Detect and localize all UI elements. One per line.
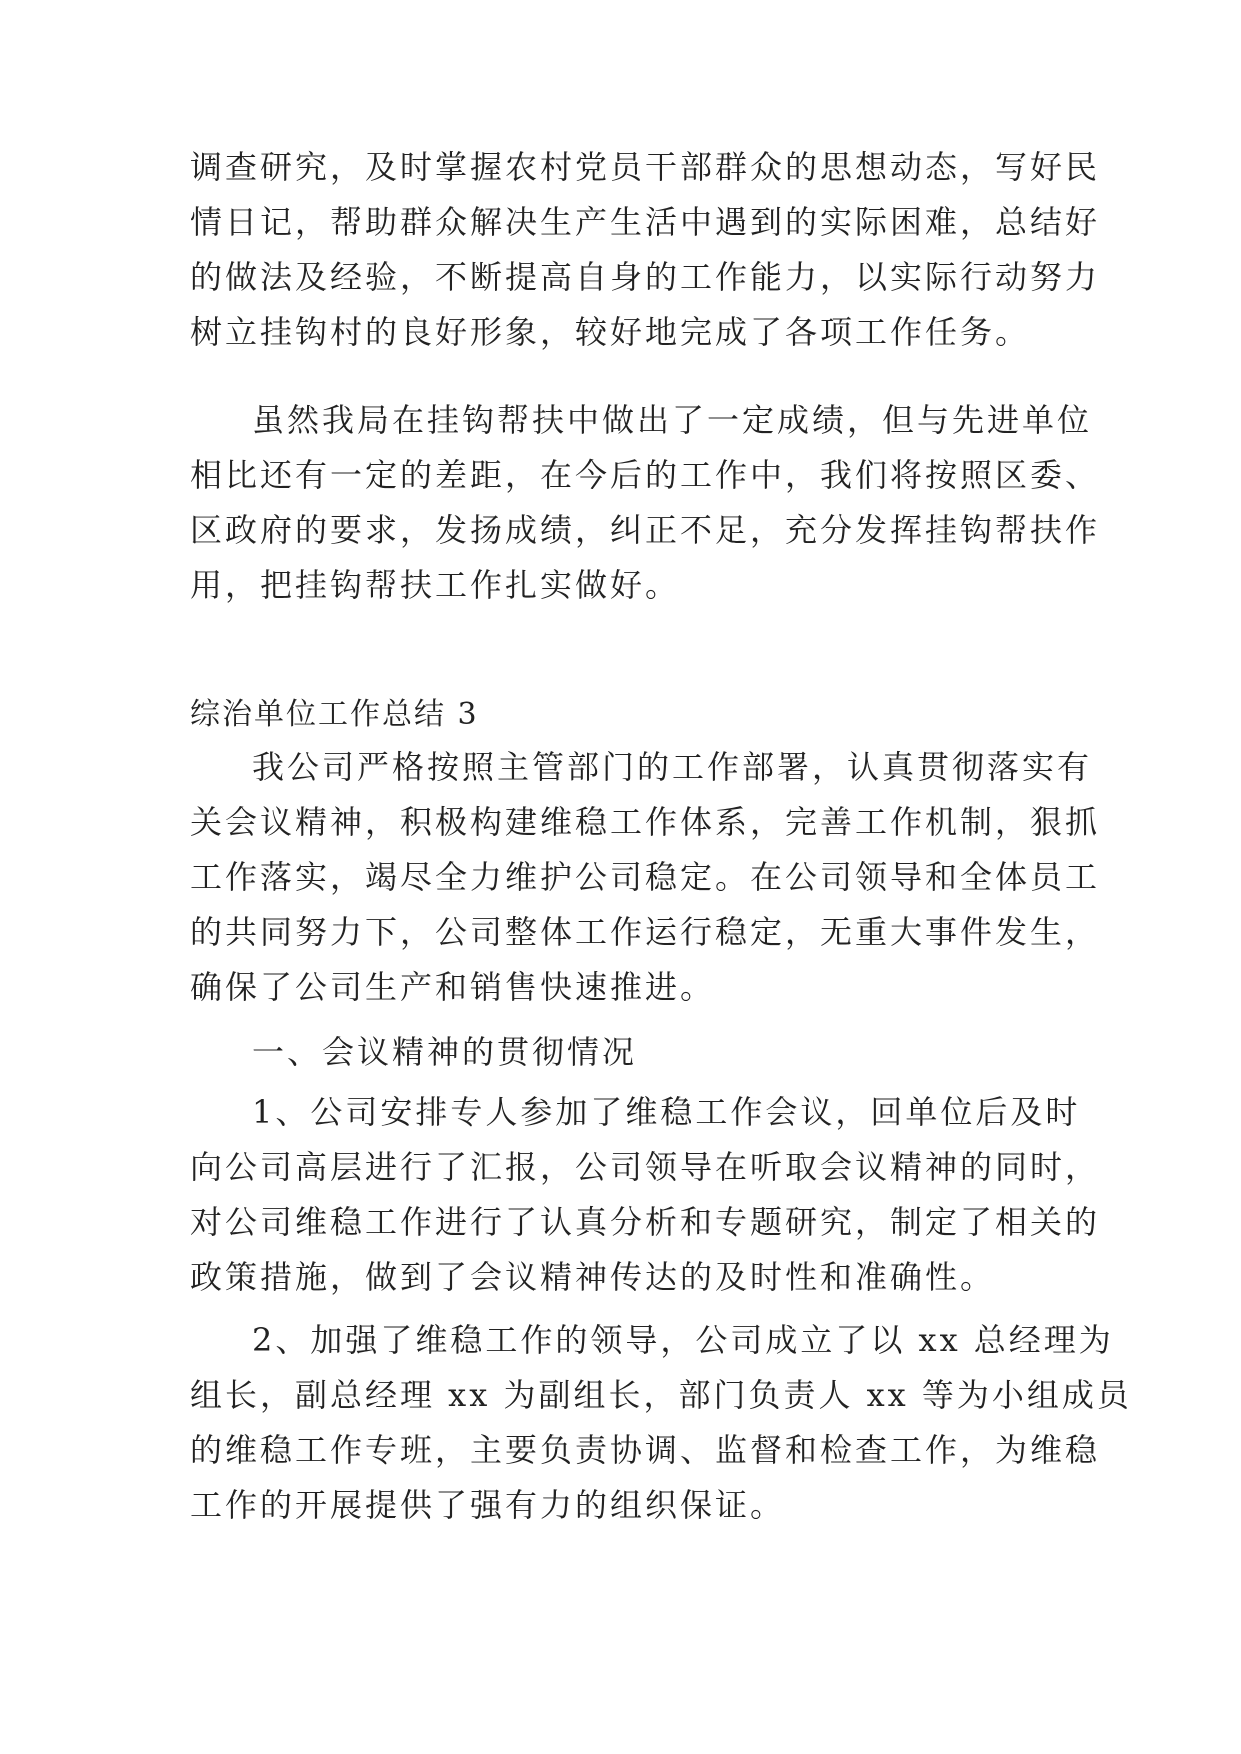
paragraph-line: 工作的开展提供了强有力的组织保证。	[190, 1486, 786, 1524]
paragraph-line: 1、公司安排专人参加了维稳工作会议，回单位后及时	[252, 1093, 1081, 1131]
paragraph-line: 确保了公司生产和销售快速推进。	[190, 968, 716, 1006]
section-heading: 综治单位工作总结 3	[190, 697, 479, 732]
paragraph-line: 用，把挂钩帮扶工作扎实做好。	[190, 566, 681, 604]
paragraph-line: 相比还有一定的差距，在今后的工作中，我们将按照区委、	[190, 456, 1101, 494]
subsection-heading: 一、会议精神的贯彻情况	[252, 1033, 638, 1071]
paragraph-line: 树立挂钩村的良好形象，较好地完成了各项工作任务。	[190, 313, 1031, 351]
paragraph-line: 关会议精神，积极构建维稳工作体系，完善工作机制，狠抓	[190, 803, 1101, 841]
paragraph-line: 区政府的要求，发扬成绩，纠正不足，充分发挥挂钩帮扶作	[190, 511, 1101, 549]
paragraph-line: 组长，副总经理 xx 为副组长，部门负责人 xx 等为小组成员	[190, 1376, 1132, 1414]
paragraph-line: 调查研究，及时掌握农村党员干部群众的思想动态，写好民	[190, 148, 1101, 186]
paragraph-line: 情日记，帮助群众解决生产生活中遇到的实际困难，总结好	[190, 203, 1101, 241]
paragraph-line: 虽然我局在挂钩帮扶中做出了一定成绩，但与先进单位	[252, 401, 1093, 439]
paragraph-line: 我公司严格按照主管部门的工作部署，认真贯彻落实有	[252, 748, 1093, 786]
paragraph-line: 工作落实，竭尽全力维护公司稳定。在公司领导和全体员工	[190, 858, 1101, 896]
paragraph-line: 向公司高层进行了汇报，公司领导在听取会议精神的同时，	[190, 1148, 1101, 1186]
paragraph-line: 对公司维稳工作进行了认真分析和专题研究，制定了相关的	[190, 1203, 1101, 1241]
paragraph-line: 政策措施，做到了会议精神传达的及时性和准确性。	[190, 1258, 996, 1296]
paragraph-line: 2、加强了维稳工作的领导，公司成立了以 xx 总经理为	[252, 1321, 1114, 1359]
paragraph-line: 的维稳工作专班，主要负责协调、监督和检查工作，为维稳	[190, 1431, 1101, 1469]
paragraph-line: 的做法及经验，不断提高自身的工作能力，以实际行动努力	[190, 258, 1101, 296]
paragraph-line: 的共同努力下，公司整体工作运行稳定，无重大事件发生，	[190, 913, 1101, 951]
